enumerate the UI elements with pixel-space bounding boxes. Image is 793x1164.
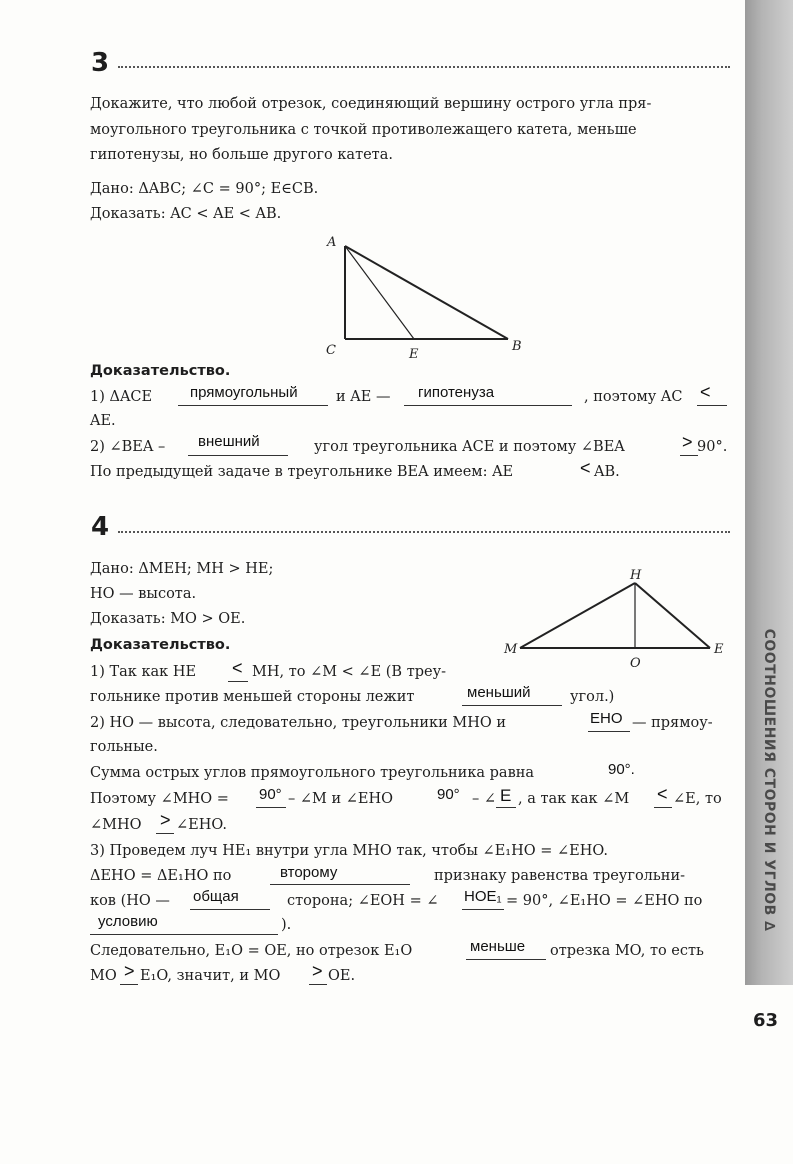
task3-fill-6: < (580, 458, 591, 478)
task4-blank-9 (156, 833, 174, 834)
task4-p1-a: 1) Так как HE (90, 664, 197, 680)
task4-number: 4 (91, 512, 110, 542)
task4-triangle-figure (500, 565, 735, 670)
task4-fill-2: меньший (467, 684, 531, 701)
task4-mho-a: ∠MHO (90, 817, 142, 833)
task4-p3c-c: = 90°, ∠E₁HO = ∠EHO по (506, 893, 703, 909)
task4-fin-a: MO (90, 968, 117, 984)
task3-blank-2 (404, 405, 572, 406)
task3-fill-1: прямоугольный (190, 384, 298, 401)
task4-given: Дано: ΔMEH; MH > HE; (90, 561, 274, 577)
task4-fill-11: общая (193, 888, 239, 905)
task4-fill-7: E (500, 786, 512, 805)
task3-fill-3: < (700, 382, 711, 402)
task4-fill-10: второму (280, 864, 338, 881)
task3-line1-d: AE. (90, 413, 116, 429)
task4-fill-5: 90° (259, 786, 282, 803)
task3-line1-b: и AE — (336, 389, 391, 405)
task3-proof-title: Доказательство. (90, 363, 231, 379)
task4-p2-c: гольные. (90, 739, 158, 755)
task4-conc-b: отрезка MO, то есть (550, 943, 704, 959)
task4-blank-7 (496, 807, 516, 808)
task4-blank-13 (90, 934, 278, 935)
task4-so-c: – ∠ (472, 791, 497, 807)
task4-fill-4: 90°. (608, 761, 635, 778)
task3-line2-a: 2) ∠BEA – (90, 439, 166, 455)
task4-fin-b: E₁O, значит, и MO (140, 968, 281, 984)
task3-triangle-figure (320, 232, 535, 362)
task3-blank-1 (178, 405, 328, 406)
label-a: A (327, 235, 337, 250)
task4-sum-a: Сумма острых углов прямоугольного треугольника равна (90, 765, 535, 781)
task3-number: 3 (91, 48, 110, 78)
task4-so-b: – ∠M и ∠EHO (288, 791, 394, 807)
task3-fill-5: > (682, 432, 693, 452)
task3-line2-c: 90°. (697, 439, 728, 455)
label-o: O (630, 656, 641, 670)
task3-line1-c: , поэтому AC (584, 389, 683, 405)
task3-blank-3 (697, 405, 727, 406)
task4-p3b-b: признаку равенства треугольни- (434, 868, 686, 884)
task4-p3c-a: ков (HO — (90, 893, 170, 909)
task4-blank-14 (466, 959, 546, 960)
task3-statement-line2: моугольного треугольника с точкой противолежащего катета, меньше (90, 122, 637, 138)
task4-dotted-rule (118, 531, 730, 533)
task4-blank-10 (270, 884, 410, 885)
label-e: E (714, 642, 724, 657)
side-he (635, 583, 710, 648)
task3-dotted-rule (118, 66, 730, 68)
task4-fin-c: OE. (328, 968, 356, 984)
task3-statement-line3: гипотенузы, но больше другого катета. (90, 147, 393, 163)
task4-p3: 3) Проведем луч HE₁ внутри угла MHO так, чтобы ∠E₁HO = ∠EHO. (90, 843, 609, 859)
task3-fill-4: внешний (198, 433, 260, 450)
task4-blank-5 (256, 807, 286, 808)
task4-fill-3: EHO (590, 710, 623, 727)
task4-blank-2 (462, 705, 562, 706)
task4-fill-1: < (232, 658, 243, 678)
task4-p3c-b: сторона; ∠EOH = ∠ (287, 893, 439, 909)
side-tab-label: СООТНОШЕНИЯ СТОРОН И УГЛОВ ∆ (761, 628, 777, 932)
task4-blank-8 (654, 807, 672, 808)
task3-given: Дано: ΔABC; ∠C = 90°; E∈CB. (90, 181, 319, 197)
label-h: H (630, 568, 642, 583)
task4-fill-15: > (124, 961, 135, 981)
task4-fill-14: меньше (470, 938, 526, 955)
label-b: B (512, 339, 522, 354)
task4-height: HO — высота. (90, 586, 197, 602)
task3-blank-4 (188, 455, 288, 456)
task3-blank-5 (680, 455, 698, 456)
task4-fill-12: HOE₁ (464, 888, 502, 905)
task4-p2-a: 2) HO — высота, следовательно, треугольники MHO и (90, 715, 507, 731)
task4-blank-15 (120, 984, 138, 985)
task4-p3d-b: ). (281, 917, 292, 933)
task4-p2-b: — прямоу- (632, 715, 713, 731)
task4-p1-b: MH, то ∠M < ∠E (В треу- (252, 664, 447, 680)
task4-prove: Доказать: MO > OE. (90, 611, 246, 627)
task4-proof-title: Доказательство. (90, 637, 231, 653)
segment-ae (345, 246, 414, 339)
task4-conc-a: Следовательно, E₁O = OE, но отрезок E₁O (90, 943, 413, 959)
side-mh (520, 583, 635, 648)
task4-p1-d: угол.) (570, 689, 615, 705)
task4-so-e: ∠E, то (673, 791, 722, 807)
task3-line2-b: угол треугольника ACE и поэтому ∠BEA (314, 439, 625, 455)
task3-line1-a: 1) ΔACE (90, 389, 153, 405)
task4-blank-16 (309, 984, 327, 985)
page-number: 63 (753, 1010, 779, 1031)
task3-line3-a: По предыдущей задаче в треугольнике BEA имеем: AE (90, 464, 514, 480)
task4-fill-16: > (312, 961, 323, 981)
task3-line3-b: AB. (594, 464, 620, 480)
task3-statement-line1: Докажите, что любой отрезок, соединяющий вершину острого угла пря- (90, 96, 652, 112)
side-ab (345, 246, 508, 339)
task4-blank-12 (462, 909, 504, 910)
task4-fill-13: условию (98, 913, 158, 930)
task4-p1-c: гольнике против меньшей стороны лежит (90, 689, 415, 705)
label-m: M (504, 642, 518, 657)
task3-prove: Доказать: AC < AE < AB. (90, 206, 282, 222)
task4-p3b-a: ΔEHO = ΔE₁HO по (90, 868, 232, 884)
label-c: C (326, 343, 336, 358)
label-e: E (409, 347, 419, 362)
task4-fill-9: > (160, 810, 171, 830)
task4-blank-11 (190, 909, 270, 910)
task4-blank-3 (588, 731, 630, 732)
task3-fill-2: гипотенуза (418, 384, 495, 401)
task4-blank-1 (228, 681, 248, 682)
task4-fill-6: 90° (437, 786, 460, 803)
task4-fill-8: < (657, 784, 668, 804)
task4-so-a: Поэтому ∠MHO = (90, 791, 229, 807)
task4-mho-b: ∠EHO. (176, 817, 228, 833)
task4-so-d: , а так как ∠M (518, 791, 630, 807)
